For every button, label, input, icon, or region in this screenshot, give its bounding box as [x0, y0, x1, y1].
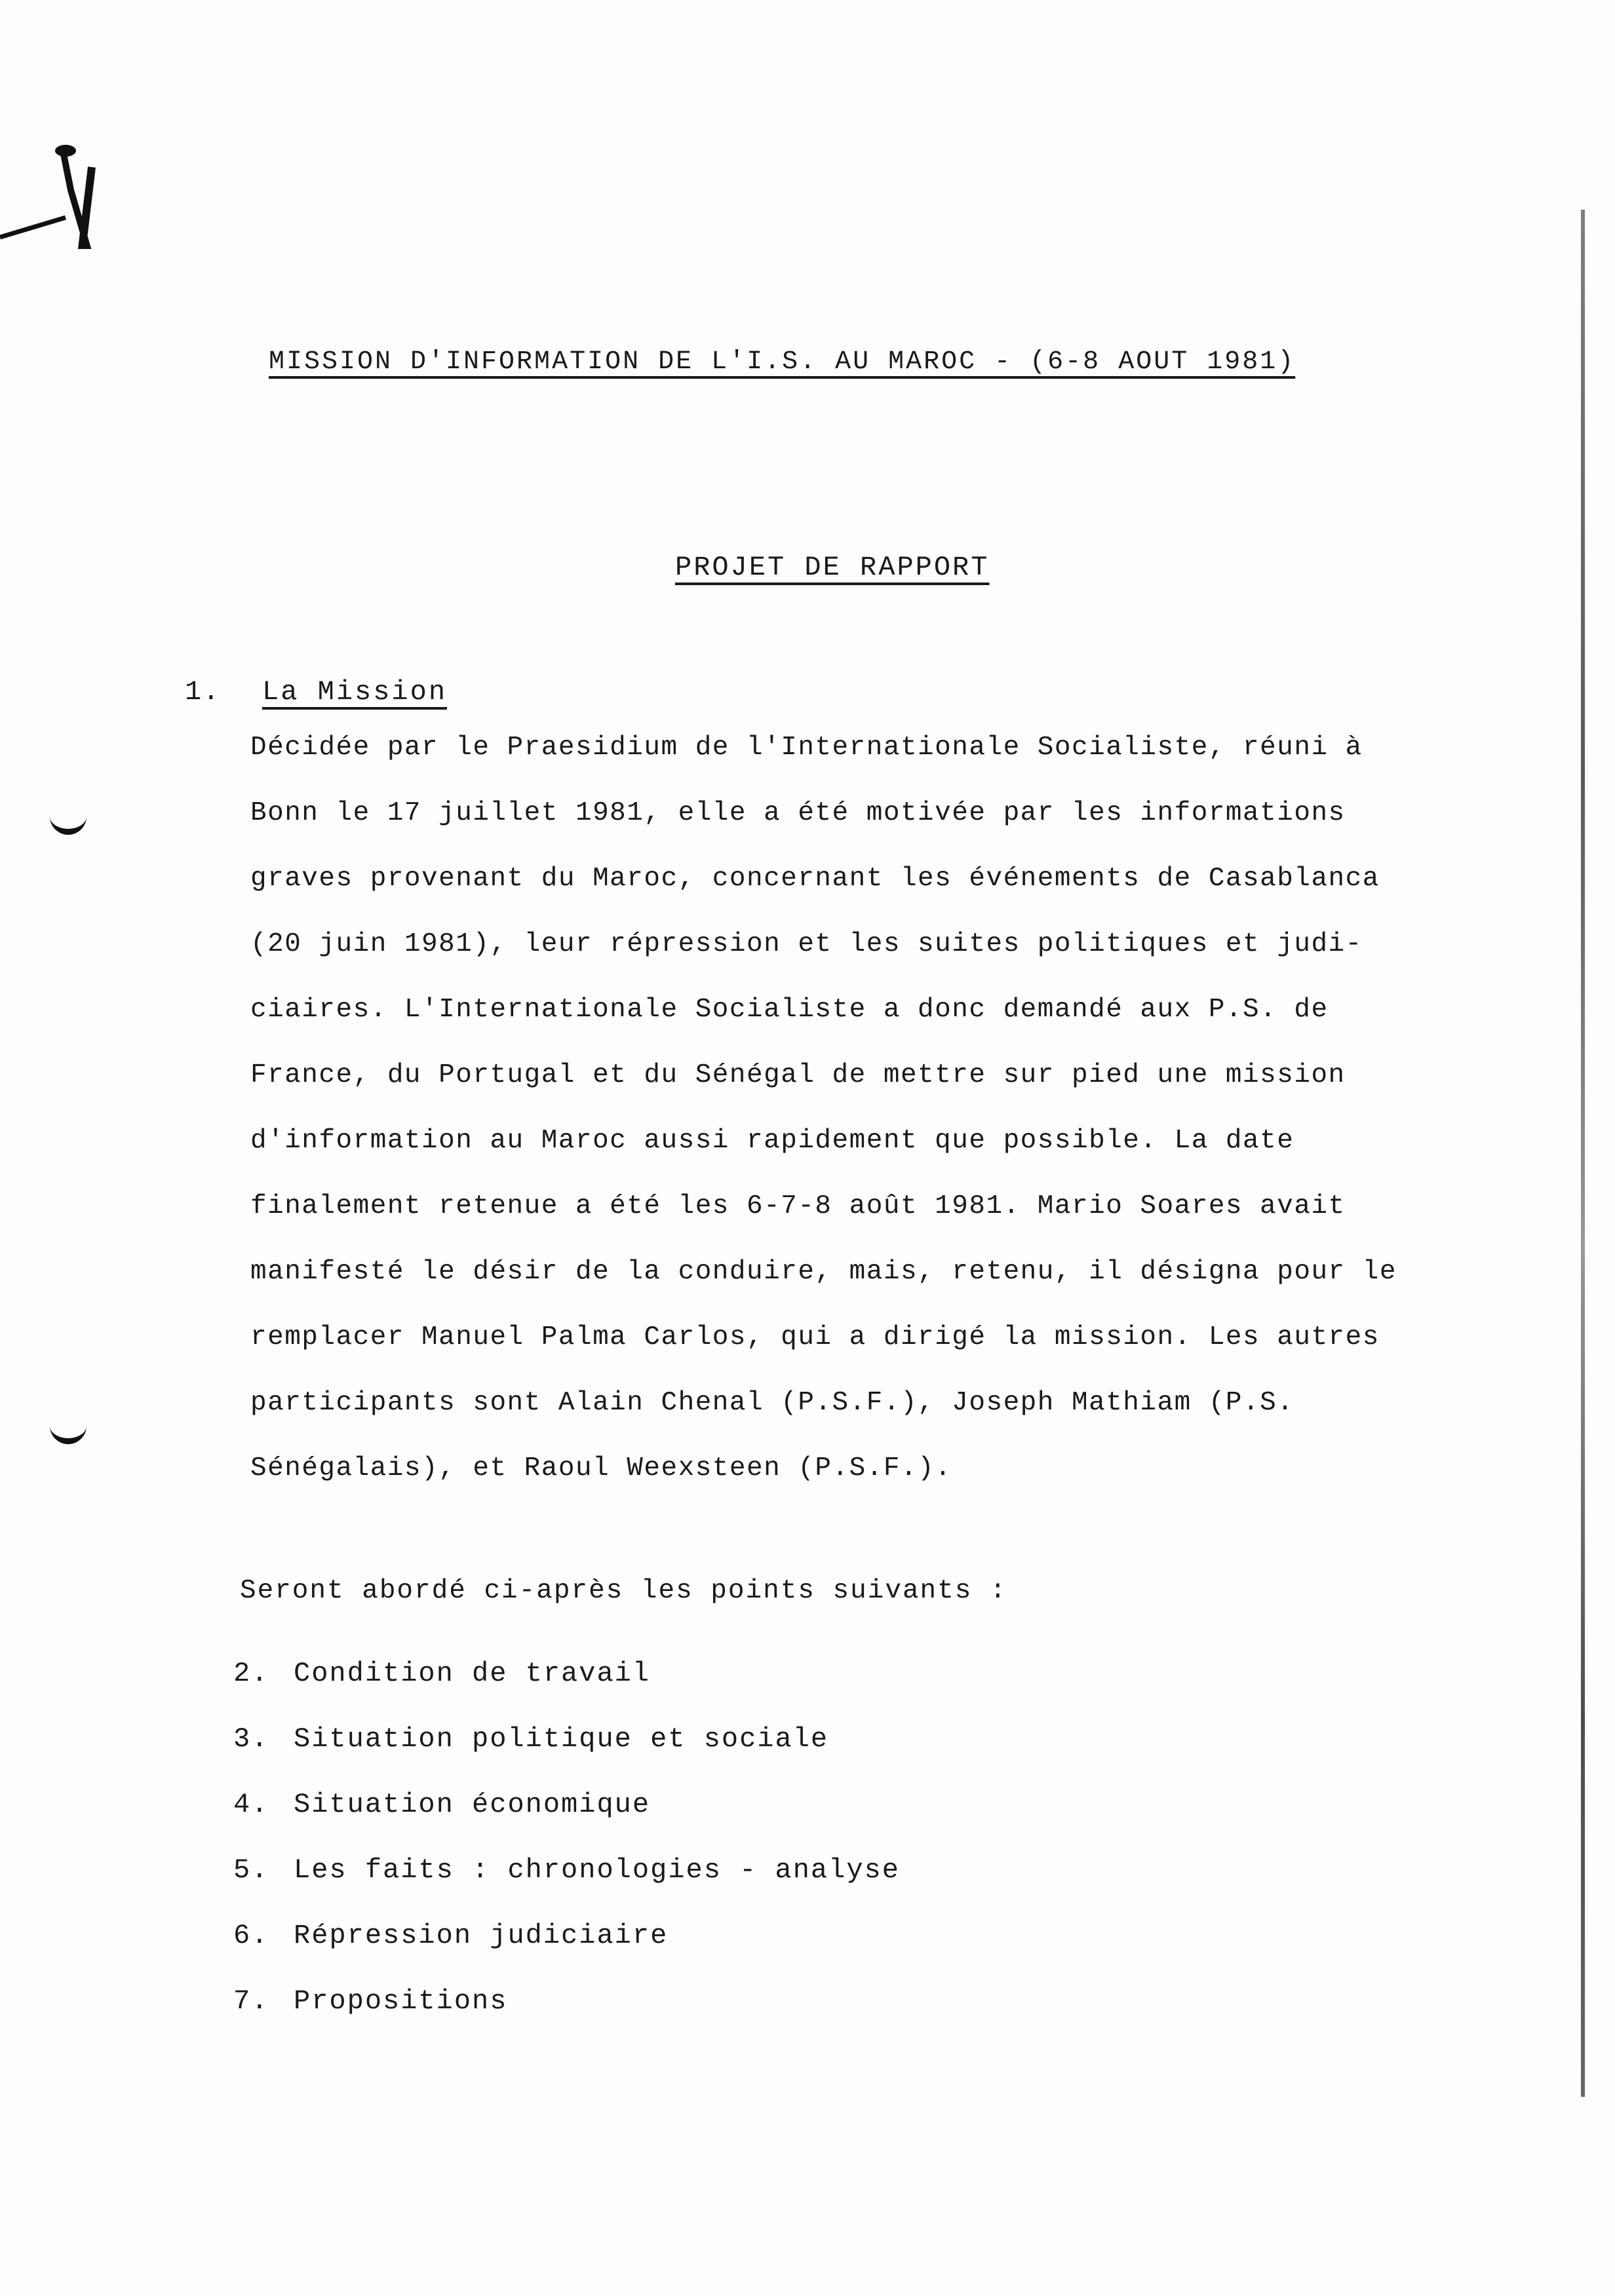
list-item — [233, 1658, 650, 1689]
paragraph-line: ciaires. L'Internationale Socialiste a donc demandé aux P.S. de — [250, 995, 1329, 1025]
binder-hole-mark-icon — [50, 809, 87, 835]
list-item — [233, 1920, 668, 1951]
paragraph-line: France, du Portugal et du Sénégal de mettre sur pied une mission — [250, 1060, 1346, 1090]
section-number: 1. — [185, 676, 221, 708]
list-item-label: Propositions — [294, 1985, 508, 2017]
paragraph-line: manifesté le désir de la conduire, mais, retenu, il désigna pour le — [250, 1257, 1397, 1287]
section-heading: La Mission — [262, 676, 448, 708]
list-item-label: Situation politique et sociale — [294, 1723, 829, 1755]
binder-hole-mark-icon — [50, 1419, 87, 1444]
paragraph-line: finalement retenue a été les 6-7-8 août 1981. Mario Soares avait — [250, 1191, 1346, 1221]
paragraph-line: Décidée par le Praesidium de l'Internationale Socialiste, réuni à — [250, 733, 1363, 763]
list-item-number: 6. — [233, 1920, 269, 1951]
document-subtitle: PROJET DE RAPPORT — [675, 552, 990, 583]
document-title: MISSION D'INFORMATION DE L'I.S. AU MAROC - (6-8 AOUT 1981) — [269, 347, 1296, 377]
list-item-label: Condition de travail — [294, 1658, 651, 1689]
paragraph-line: participants sont Alain Chenal (P.S.F.), Joseph Mathiam (P.S. — [250, 1388, 1294, 1418]
list-item — [233, 1789, 650, 1820]
list-item-number: 5. — [233, 1854, 269, 1886]
list-item-number: 4. — [233, 1789, 269, 1820]
list-item-number: 2. — [233, 1658, 269, 1689]
paragraph-line: d'information au Maroc aussi rapidement que possible. La date — [250, 1126, 1294, 1156]
list-item — [233, 1854, 900, 1886]
list-item-number: 3. — [233, 1723, 269, 1755]
list-item-number: 7. — [233, 1985, 269, 2017]
paragraph-line: remplacer Manuel Palma Carlos, qui a dirigé la mission. Les autres — [250, 1322, 1380, 1352]
mission-paragraph — [250, 733, 1548, 1519]
list-item — [233, 1985, 507, 2017]
punch-mark-icon — [0, 66, 157, 249]
paragraph-line: Bonn le 17 juillet 1981, elle a été motivée par les informations — [250, 798, 1346, 828]
list-item — [233, 1723, 828, 1755]
list-item-label: Les faits : chronologies - analyse — [294, 1854, 900, 1886]
paragraph-line: (20 juin 1981), leur répression et les suites politiques et judi- — [250, 929, 1363, 959]
list-item-label: Répression judiciaire — [294, 1920, 669, 1951]
paragraph-line: graves provenant du Maroc, concernant les événements de Casablanca — [250, 864, 1380, 894]
points-intro: Seront abordé ci-après les points suivants : — [240, 1576, 1007, 1606]
scan-edge-shadow — [1581, 210, 1585, 2097]
paragraph-line: Sénégalais), et Raoul Weexsteen (P.S.F.). — [250, 1453, 952, 1483]
list-item-label: Situation économique — [294, 1789, 651, 1820]
